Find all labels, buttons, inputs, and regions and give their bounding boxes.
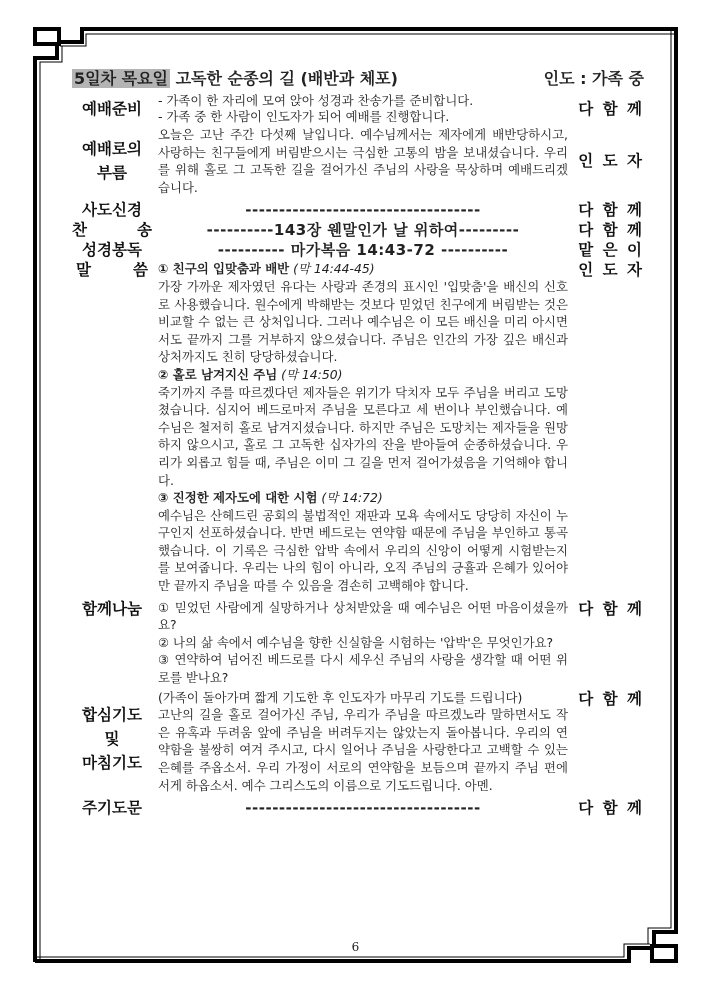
section-lords-prayer [72, 798, 644, 818]
section-sharing [72, 599, 644, 687]
text-line: - 가족이 한 자리에 모여 앉아 성경과 찬송가를 준비합니다. [158, 93, 474, 108]
section-call [72, 126, 644, 196]
participant: 다 함 께 [578, 599, 644, 618]
participant: 맡 은 이 [578, 241, 644, 260]
section-label: 성경봉독 [82, 241, 142, 260]
participant: 다 함 께 [578, 689, 644, 708]
paragraph: 죽기까지 주를 따르겠다던 제자들은 위기가 닥치자 모두 주님을 버리고 도망쳤습니다. 심지어 베드로마저 주님을 모른다고 세 번이나 부인했습니다. 예수님은 철저히 홀로 남겨지셨습니다. 하지만 주님은 도망치는 제자들을 원망하지 않으시고, 홀로 그 고독한 십자가의 잔을 받아들여 순종하셨습니다. 우리가 외롭고 힘들 때, 주님은 이미 그 길을 먼저 걸어가셨음을 기억해야 합니다. [158, 384, 568, 488]
scripture-ref: ---------- 마가복음 14:43-72 ---------- [217, 241, 509, 260]
section-label: 마침기도 [82, 753, 142, 772]
participant: 다 함 께 [578, 221, 644, 240]
section-label: 함께나눔 [82, 599, 142, 618]
question: ③ 연약하여 넘어진 베드로를 다시 세우신 주님의 사랑을 생각할 때 어떤 위로를 받나요? [158, 652, 568, 686]
point-ref: (막 14:72) [321, 490, 383, 506]
participant: 다 함 께 [578, 201, 644, 220]
text-line: - 가족 중 한 사람이 인도자가 되어 예배를 진행합니다. [158, 109, 450, 124]
title-row [72, 66, 644, 89]
dash-line: ----------------------------------- [245, 799, 481, 818]
point-heading: ① 친구의 입맞춤과 배반 [158, 261, 290, 277]
page-title: 고독한 순종의 길 (배반과 체포) [175, 69, 398, 88]
section-label: 찬 송 [72, 221, 152, 240]
section-label: 합심기도 및 [82, 705, 142, 748]
section-label: 부름 [97, 164, 127, 183]
hymn-info: ----------143장 웬말인가 날 위하여--------- [206, 221, 520, 240]
section-label: 주기도문 [82, 799, 142, 818]
question: ① 믿었던 사람에게 실망하거나 상처받았을 때 예수님은 어떤 마음이셨을까요? [158, 599, 568, 633]
day-label: 5일차 목요일 [74, 69, 168, 88]
section-label: 예배준비 [82, 100, 142, 118]
section-label: 말 씀 [76, 261, 148, 280]
section-label: 사도신경 [82, 201, 142, 220]
section-creed [72, 200, 644, 220]
worship-order [72, 0, 644, 932]
participant: 인 도 자 [578, 261, 644, 280]
paragraph: 가장 가까운 제자였던 유다는 사랑과 존경의 표시인 '입맞춤'을 배신의 신호로 사용했습니다. 원수에게 박해받는 것보다 믿었던 친구에게 버림받는 것은 비교할 수 없는 큰 상처입니다. 그러나 예수님은 이 모든 배신을 미리 아시면서도 끝까지 그를 거부하지 않으셨습니다. 주님은 인간의 가장 깊은 배신과 상처까지도 친히 당당하셨습니다. [158, 278, 568, 365]
point-ref: (막 14:44-45) [293, 261, 375, 277]
prayer-text: 고난의 길을 홀로 걸어가신 주님, 우리가 주님을 따르겠노라 말하면서도 작은 유혹과 두려움 앞에 주님을 버려두지는 않았는지 돌아봅니다. 우리의 연약함을 불쌍히 여겨 주시고, 다시 일어나 주님을 사랑한다고 고백할 수 있는 은혜를 주옵소서. 우리 가정이 서로의 연약함을 보듬으며 끝까지 주님 편에 서게 하옵소서. 예수 그리스도의 이름으로 기도드립니다. 아멘. [158, 707, 568, 793]
prayer-instruction: (가족이 돌아가며 짧게 기도한 후 인도자가 마무리 기도를 드립니다) [158, 689, 523, 705]
section-label: 예배로의 [82, 140, 142, 159]
dash-line: ----------------------------------- [245, 201, 481, 220]
paragraph: 예수님은 산헤드린 공회의 불법적인 재판과 모욕 속에서도 당당히 자신이 누구인지 선포하셨습니다. 반면 베드로는 연약함 때문에 주님을 부인하고 통곡했습니다. 이 기록은 극심한 압박 속에서 우리의 신앙이 어떻게 시험받는지를 보여줍니다. 우리는 나의 힘이 아니라, 오직 주님의 긍휼과 은혜가 있어야만 끝까지 주님을 따를 수 있음을 겸손히 고백해야 합니다. [158, 507, 568, 594]
paragraph: 오늘은 고난 주간 다섯째 날입니다. 예수님께서는 제자에게 배반당하시고, 사랑하는 친구들에게 버림받으시는 극심한 고통의 밤을 보내셨습니다. 우리를 위해 홀로 그 고독한 길을 걸어가신 주님의 사랑을 묵상하며 예배드리겠습니다. [158, 127, 568, 195]
section-reading [72, 240, 644, 260]
section-prep [72, 93, 644, 125]
participant: 다 함 께 [578, 799, 644, 818]
section-sermon [72, 260, 644, 594]
section-prayer [72, 689, 644, 795]
page-number: 6 [351, 940, 360, 954]
participant: 인 도 자 [578, 152, 644, 171]
sermon-point [158, 489, 568, 595]
point-ref: (막 14:50) [281, 366, 343, 382]
sermon-point [158, 260, 568, 366]
point-heading: ③ 진정한 제자도에 대한 시험 [158, 490, 318, 506]
point-heading: ② 홀로 남겨지신 주님 [158, 366, 278, 382]
question: ② 나의 삶 속에서 예수님을 향한 신실함을 시험하는 '압박'은 무엇인가요? [158, 634, 554, 650]
sermon-point [158, 366, 568, 489]
participant: 다 함 께 [578, 100, 644, 118]
section-hymn [72, 220, 644, 240]
leader-label: 인도 : 가족 중 [543, 69, 644, 88]
